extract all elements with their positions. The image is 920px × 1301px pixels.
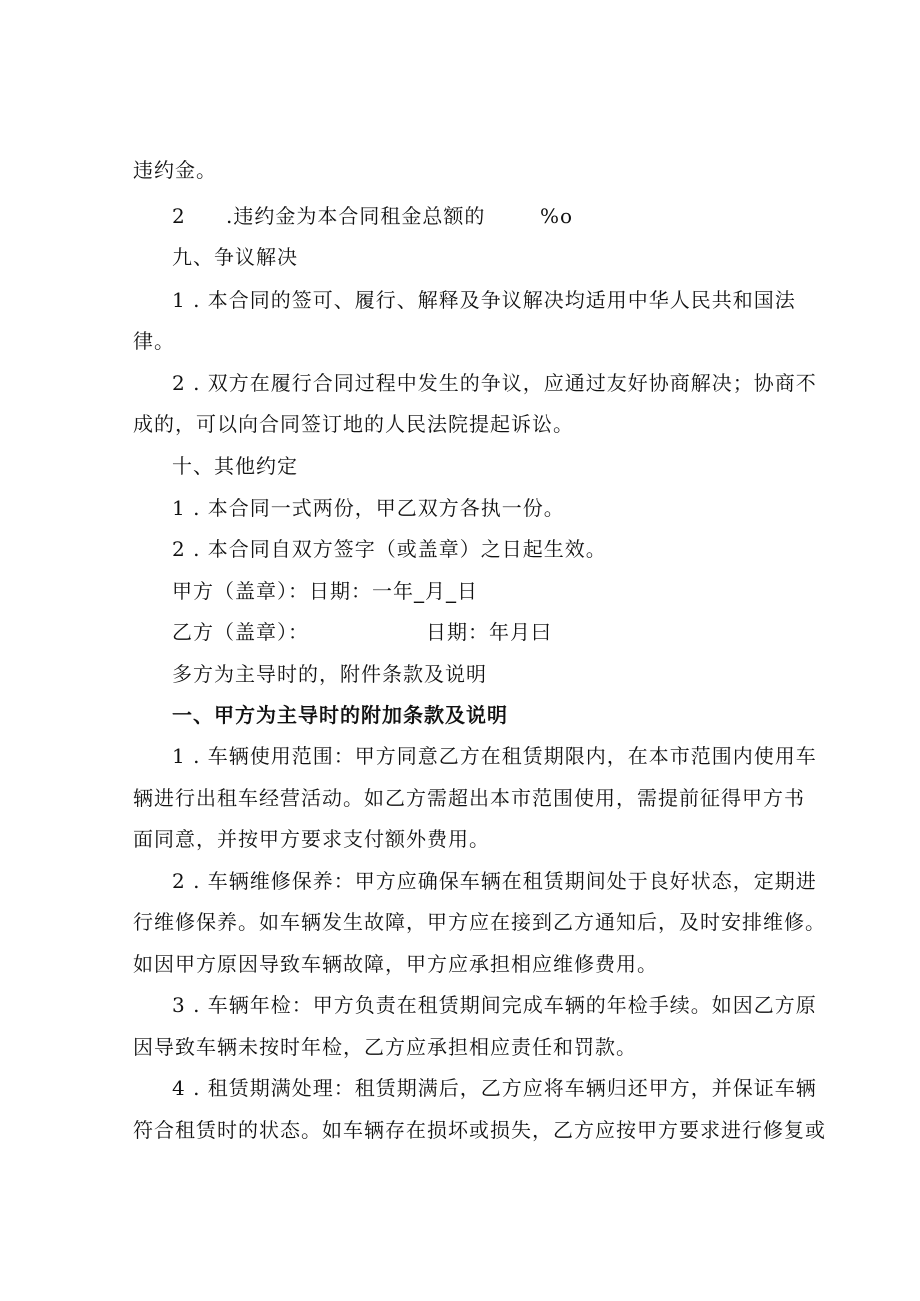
text-line: 4 . 租赁期满处理：租赁期满后，乙方应将车辆归还甲方，并保证车辆 [172, 1076, 817, 1100]
section-heading: 一、甲方为主导时的附加条款及说明 [172, 703, 508, 727]
text-line: 1 . 本合同一式两份，甲乙双方各执一份。 [172, 496, 565, 520]
text-line: 违约金。 [133, 158, 217, 182]
text-line: 辆进行出租车经营活动。如乙方需超出本市范围使用，需提前征得甲方书 [133, 786, 805, 810]
party-b-signature-label: 乙方（盖章）： [172, 620, 309, 644]
text-line: 律。 [133, 329, 175, 353]
text-line: 因导致车辆未按时年检，乙方应承担相应责任和罚款。 [133, 1035, 637, 1059]
text-line: 多方为主导时的，附件条款及说明 [172, 662, 487, 686]
party-a-signature-line: 甲方（盖章）：日期：一年_月_日 [172, 579, 478, 603]
text-line: 1 . 本合同的签可、履行、解释及争议解决均适用中华人民共和国法 [172, 288, 796, 312]
text-line: 1 . 车辆使用范围：甲方同意乙方在租赁期限内，在本市范围内使用车 [172, 744, 817, 768]
section-heading: 十、其他约定 [172, 454, 298, 478]
section-heading: 九、争议解决 [172, 245, 298, 269]
text-line: 成的，可以向合同签订地的人民法院提起诉讼。 [133, 412, 574, 436]
list-number: 2 [172, 204, 186, 228]
text-line: 如因甲方原因导致车辆故障，甲方应承担相应维修费用。 [133, 952, 658, 976]
text-line: 2 . 双方在履行合同过程中发生的争议，应通过友好协商解决；协商不 [172, 371, 817, 395]
text-line: 3 . 车辆年检：甲方负责在租赁期间完成车辆的年检手续。如因乙方原 [172, 993, 817, 1017]
text-line: 符合租赁时的状态。如车辆存在损坏或损失，乙方应按甲方要求进行修复或 [133, 1118, 826, 1142]
percent-symbol: %o [540, 204, 574, 228]
party-b-date-label: 日期：年月曰 [426, 620, 552, 644]
text-line: 面同意，并按甲方要求支付额外费用。 [133, 827, 490, 851]
text-line: 2 . 本合同自双方签字（或盖章）之日起生效。 [172, 537, 607, 561]
text-line: .违约金为本合同租金总额的 [226, 204, 486, 228]
text-line: 行维修保养。如车辆发生故障，甲方应在接到乙方通知后，及时安排维修。 [133, 910, 826, 934]
text-line: 2 . 车辆维修保养：甲方应确保车辆在租赁期间处于良好状态，定期进 [172, 869, 817, 893]
